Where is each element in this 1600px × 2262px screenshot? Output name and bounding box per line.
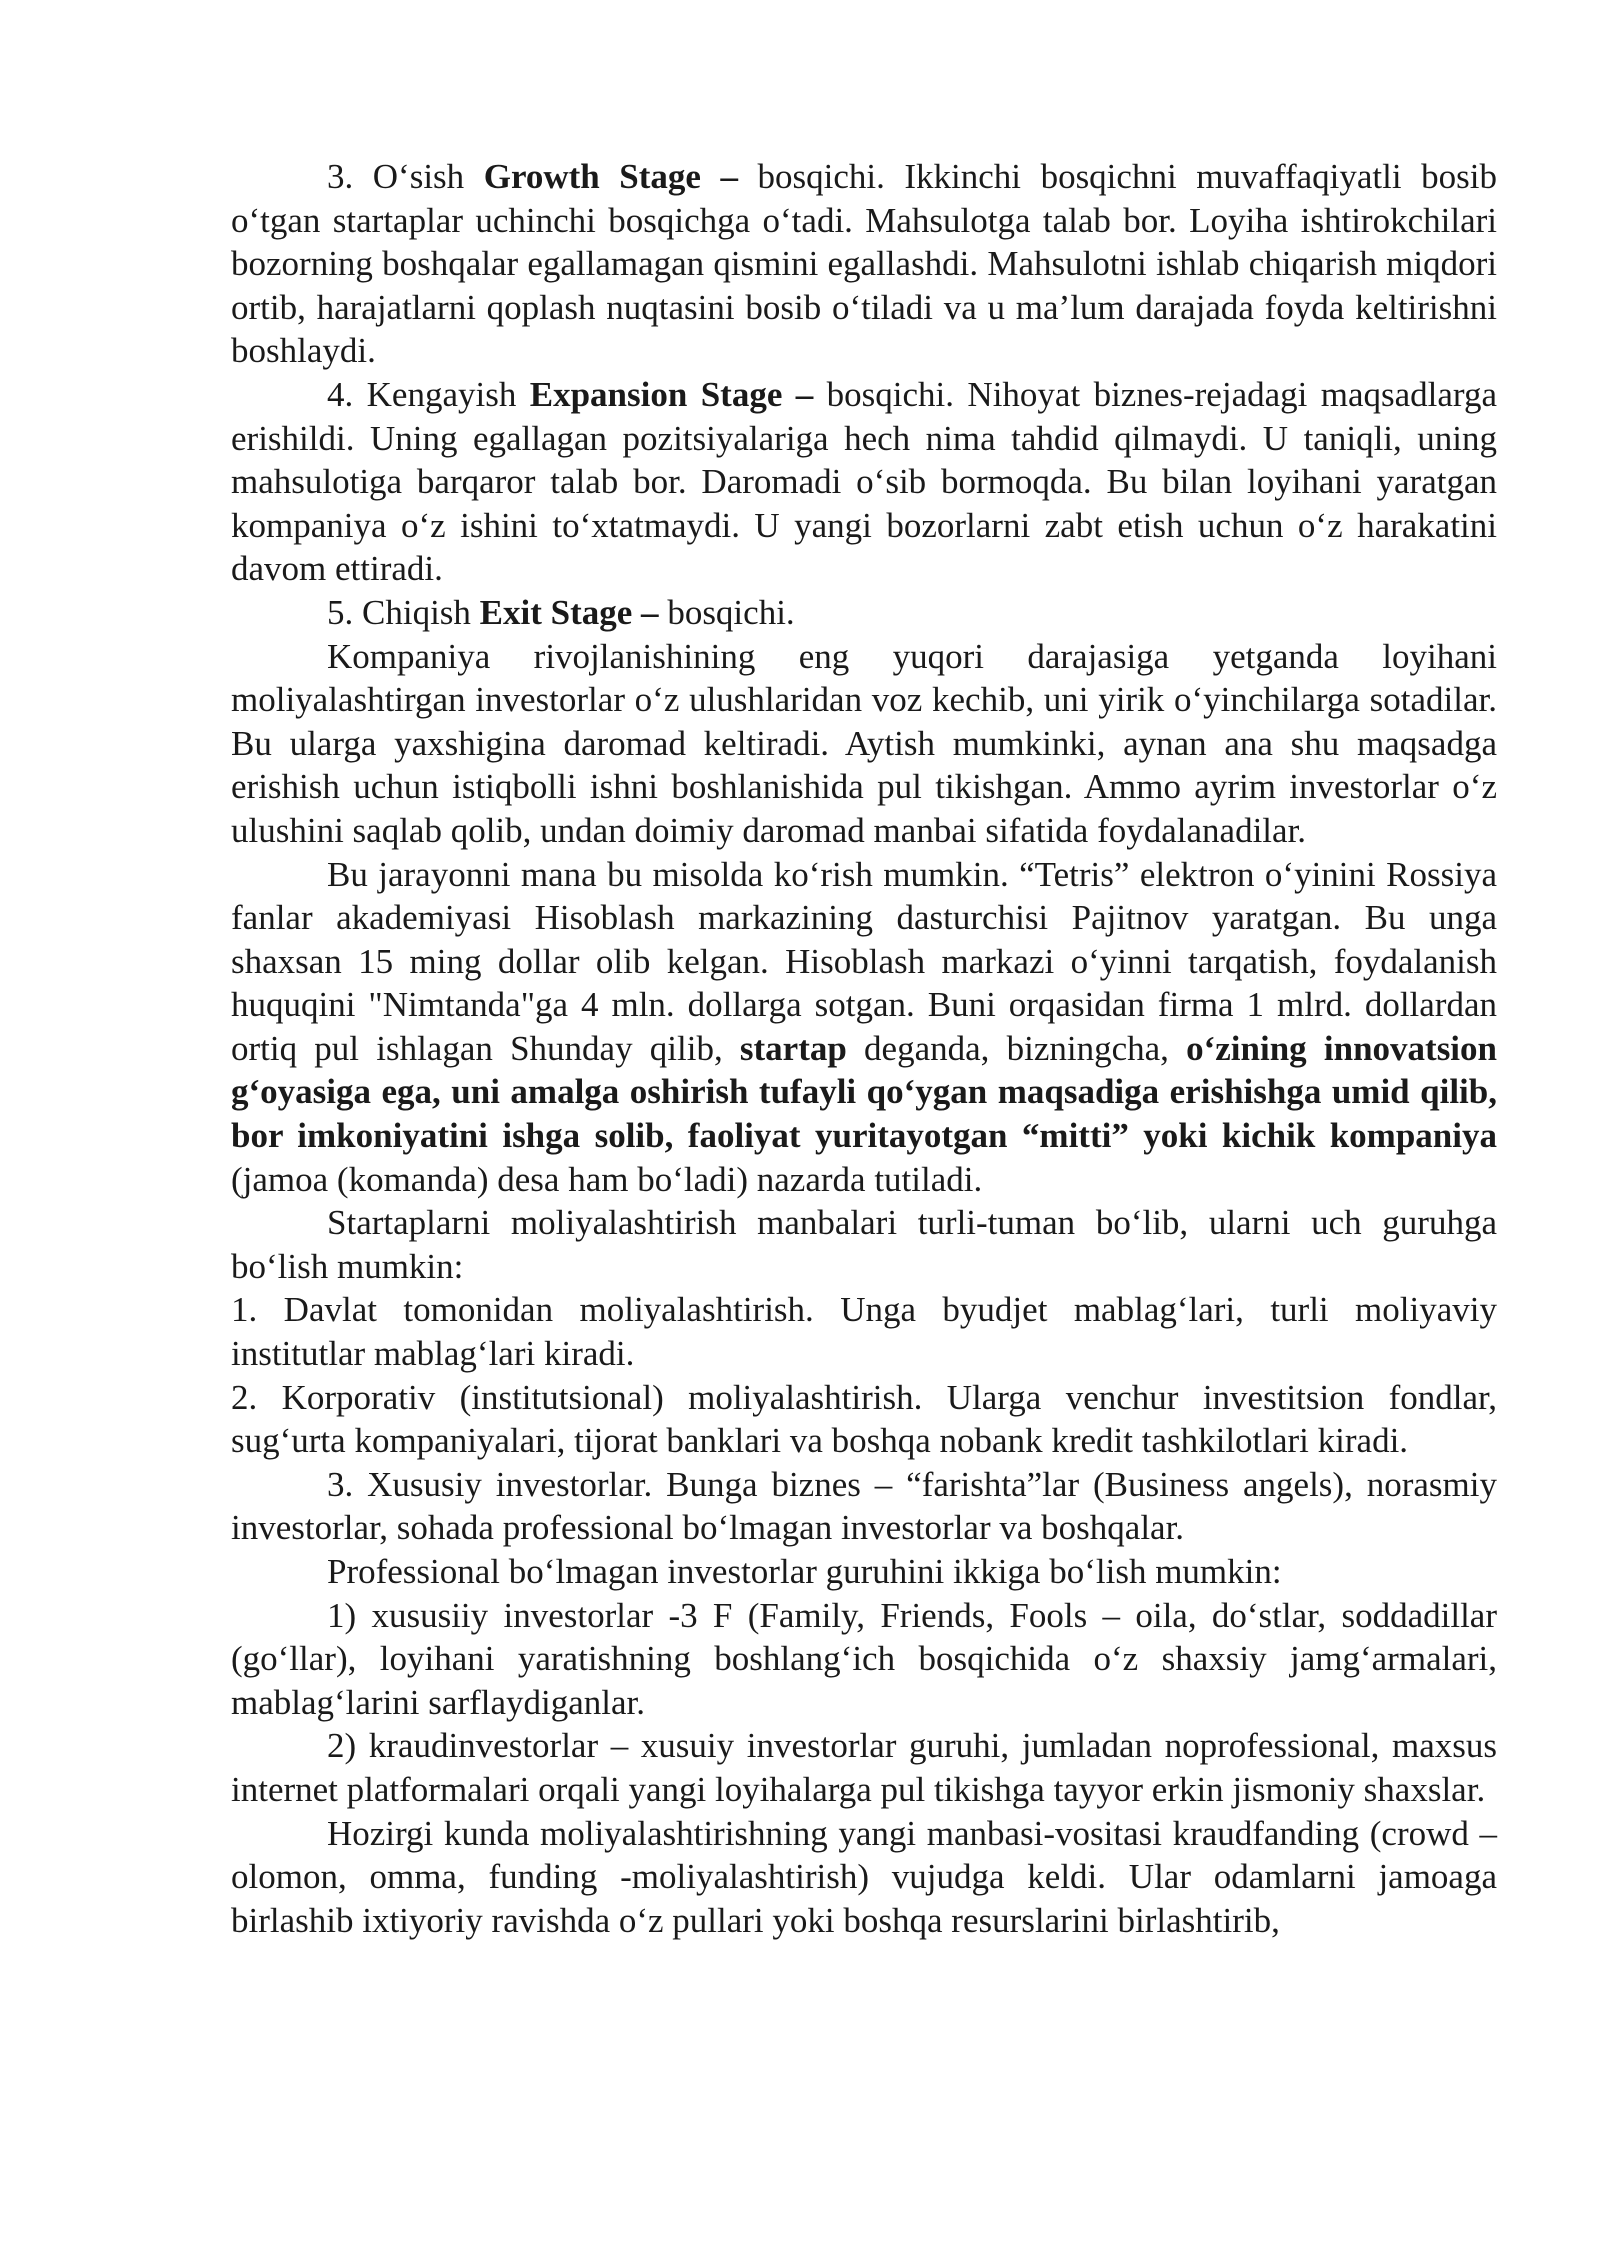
- bold-text-run: Exit Stage –: [479, 592, 659, 632]
- paragraph: [231, 591, 1497, 635]
- text-run: deganda, bizningcha,: [846, 1028, 1187, 1068]
- text-run: Professional bo‘lmagan investorlar guruhini ikkiga bo‘lish mumkin:: [327, 1552, 1282, 1591]
- text-run: bosqichi. Ikkinchi bosqichni muvaffaqiyatli bosib o‘tgan startaplar uchinchi bosqichga o‘tadi. Mahsulotga talab bor. Loyiha ishtirokchilari bozorning boshqalar egallamagan qismini egallashdi. Mahsulotni ishlab chiqarish miqdori ortib, harajatlarni qoplash nuqtasini bosib o‘tiladi va u ma’lum darajada foyda keltirishni boshlaydi.: [231, 157, 1497, 371]
- text-run: 2) kraudinvestorlar – xusuiy investorlar guruhi, jumladan noprofessional, maxsus internet platformalari orqali yangi loyihalarga pul tikishga tayyor erkin jismoniy shaxslar.: [231, 1726, 1497, 1809]
- text-run: Startaplarni moliyalashtirish manbalari turli-tuman bo‘lib, ularni uch guruhga bo‘lish mumkin:: [231, 1203, 1497, 1286]
- text-run: 3. Xususiy investorlar. Bunga biznes – “farishta”lar (Business angels), norasmiy investorlar, sohada professional bo‘lmagan investorlar va boshqalar.: [231, 1464, 1497, 1548]
- text-run: Bu jarayonni mana bu misolda ko‘rish mumkin. “Tetris” elektron o‘yinini Rossiya fanlar akademiyasi Hisoblash markazining dasturchisi Pajitnov yaratgan. Bu unga shaxsan 15 ming dollar olib kelgan. Hisoblash markazi o‘yinni tarqatish, foydalanish huquqini "Nimtanda"ga 4 mln. dollarga sotgan. Buni orqasidan firma 1 mlrd. dollardan ortiq pul ishlagan Shunday qilib,: [231, 854, 1497, 1068]
- text-run: 1) xususiiy investorlar -3 F (Family, Friends, Fools – oila, do‘stlar, soddadillar (go‘llar), loyihani yaratishning boshlang‘ich bosqichida o‘z shaxsiy jamg‘armalari, mablag‘larini sarflaydiganlar.: [231, 1595, 1497, 1722]
- text-run: Kompaniya rivojlanishining eng yuqori darajasiga yetganda loyihani moliyalashtirgan investorlar o‘z ulushlaridan voz kechib, uni yirik o‘yinchilarga sotadilar. Bu ularga yaxshigina daromad keltiradi. Aytish mumkinki, aynan ana shu maqsadga erishish uchun istiqbolli ishni boshlanishida pul tikishgan. Ammo ayrim investorlar o‘z ulushini saqlab qolib, undan doimiy daromad manbai sifatida foydalanadilar.: [231, 636, 1497, 850]
- text-run: 1. Davlat tomonidan moliyalashtirish. Unga byudjet mablag‘lari, turli moliyaviy institutlar mablag‘lari kiradi.: [231, 1290, 1497, 1374]
- bold-text-run: startap: [739, 1028, 847, 1068]
- text-run: bosqichi. Nihoyat biznes-rejadagi maqsadlarga erishildi. Uning egallagan pozitsiyalariga hech nima tahdid qilmaydi. U taniqli, uning mahsulotiga barqaror talab bor. Daromadi o‘sib bormoqda. Bu bilan loyihani yaratgan kompaniya o‘z ishini to‘xtatmaydi. U yangi bozorlarni zabt etish uchun o‘z harakatini davom ettiradi.: [231, 374, 1497, 589]
- paragraph: [231, 1288, 1497, 1375]
- paragraph: [231, 1463, 1497, 1550]
- paragraph: [231, 1376, 1497, 1463]
- paragraph: [231, 373, 1497, 591]
- bold-text-run: Expansion Stage –: [529, 374, 814, 414]
- paragraph: [231, 155, 1497, 373]
- paragraph: [231, 1550, 1497, 1594]
- text-run: (jamoa (komanda) desa ham bo‘ladi) nazarda tutiladi.: [231, 1159, 983, 1199]
- paragraph: [231, 853, 1497, 1202]
- paragraph: [231, 1724, 1497, 1811]
- bold-text-run: o‘zining innovatsion g‘oyasiga ega, uni amalga oshirish tufayli qo‘ygan maqsadiga erishishga umid qilib, bor imkoniyatini ishga solib, faoliyat yuritayotgan “mitti” yoki kichik kompaniya: [231, 1028, 1497, 1156]
- paragraph: [231, 1812, 1497, 1943]
- text-run: bosqichi.: [658, 592, 795, 632]
- paragraph: [231, 635, 1497, 853]
- document-body: [231, 155, 1497, 1942]
- text-run: 5. Chiqish: [327, 592, 480, 632]
- text-run: 3. O‘sish: [327, 157, 484, 196]
- paragraph: [231, 1594, 1497, 1725]
- text-run: 2. Korporativ (institutsional) moliyalashtirish. Ularga venchur investitsion fondlar, sug‘urta kompaniyalari, tijorat banklari va boshqa nobank kredit tashkilotlari kiradi.: [231, 1377, 1497, 1461]
- text-run: Hozirgi kunda moliyalashtirishning yangi manbasi-vositasi kraudfanding (crowd – olomon, omma, funding -moliyalashtirish) vujudga keldi. Ular odamlarni jamoaga birlashib ixtiyoriy ravishda o‘z pullari yoki boshqa resurslarini birlashtirib,: [231, 1813, 1497, 1940]
- paragraph: [231, 1201, 1497, 1288]
- text-run: 4. Kengayish: [327, 374, 530, 414]
- bold-text-run: Growth Stage –: [483, 157, 738, 196]
